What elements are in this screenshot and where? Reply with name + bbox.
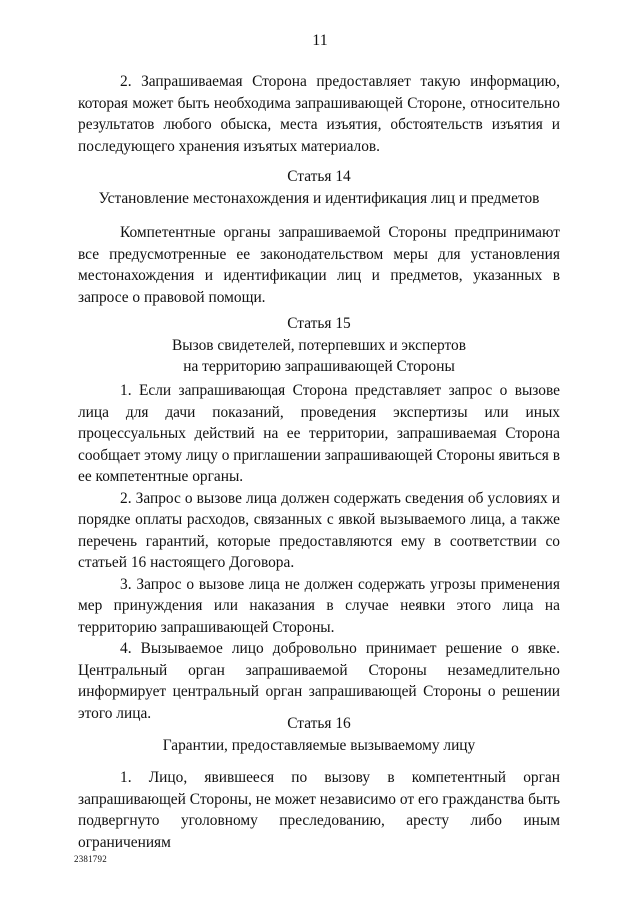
article-15-heading: [78, 313, 560, 378]
article-number: Статья 15: [287, 315, 351, 332]
paragraph: 2. Запрашиваемая Сторона предоставляет такую информацию, которая может быть необходима запрашивающей Стороне, относительно результатов любого обыска, места изъятия, обстоятельств изъятия и последующего хранения изъятых материалов.: [78, 73, 560, 155]
paragraph: 1. Лицо, явившееся по вызову в компетентный орган запрашивающей Стороны, не может независимо от его гражданства быть подвергнуто уголовному преследованию, аресту либо иным ограничениям: [78, 769, 560, 851]
article-title: Установление местонахождения и идентификация лиц и предметов: [98, 189, 540, 207]
intro-section: [78, 71, 560, 157]
article-number: Статья 14: [287, 168, 351, 185]
paragraph: 2. Запрос о вызове лица должен содержать сведения об условиях и порядке оплаты расходов, связанных с явкой вызываемого лица, а также перечень гарантий, которые предоставляются ему в соответствии со статьей 16 настоящего Договора.: [78, 489, 560, 571]
article-14-body: [78, 222, 560, 308]
paragraph: 1. Если запрашивающая Сторона представляет запрос о вызове лица для дачи показаний, проведения экспертизы или иных процессуальных действий на ее территории, запрашиваемая Сторона сообщает этому лицу о приглашении запрашивающей Стороны явиться в ее компетентные органы.: [78, 382, 560, 485]
paragraph: 4. Вызываемое лицо добровольно принимает решение о явке. Центральный орган запрашиваемой Стороны незамедлительно информирует центральный орган запрашивающей Стороны о решении этого лица.: [78, 640, 560, 722]
article-14-heading: [78, 166, 560, 209]
article-number: Статья 16: [287, 715, 351, 732]
article-title: Гарантии, предоставляемые вызываемому лицу: [162, 736, 476, 754]
article-title-line: на территорию запрашивающей Стороны: [183, 358, 455, 375]
article-title-line: Вызов свидетелей, потерпевших и экспертов: [171, 336, 466, 354]
article-16-heading: [78, 713, 560, 756]
article-16-body: [78, 767, 560, 853]
paragraph: 3. Запрос о вызове лица не должен содержать угрозы применения мер принуждения или наказания в случае неявки этого лица на территорию запрашивающей Стороны.: [78, 575, 560, 636]
document-code: 2381792: [74, 854, 107, 864]
page-number: 11: [312, 32, 328, 49]
paragraph: Компетентные органы запрашиваемой Стороны предпринимают все предусмотренные ее законодательством меры для установления местонахождения и идентификации лиц и предметов, указанных в запросе о правовой помощи.: [78, 224, 560, 306]
article-15-body: [78, 380, 560, 724]
